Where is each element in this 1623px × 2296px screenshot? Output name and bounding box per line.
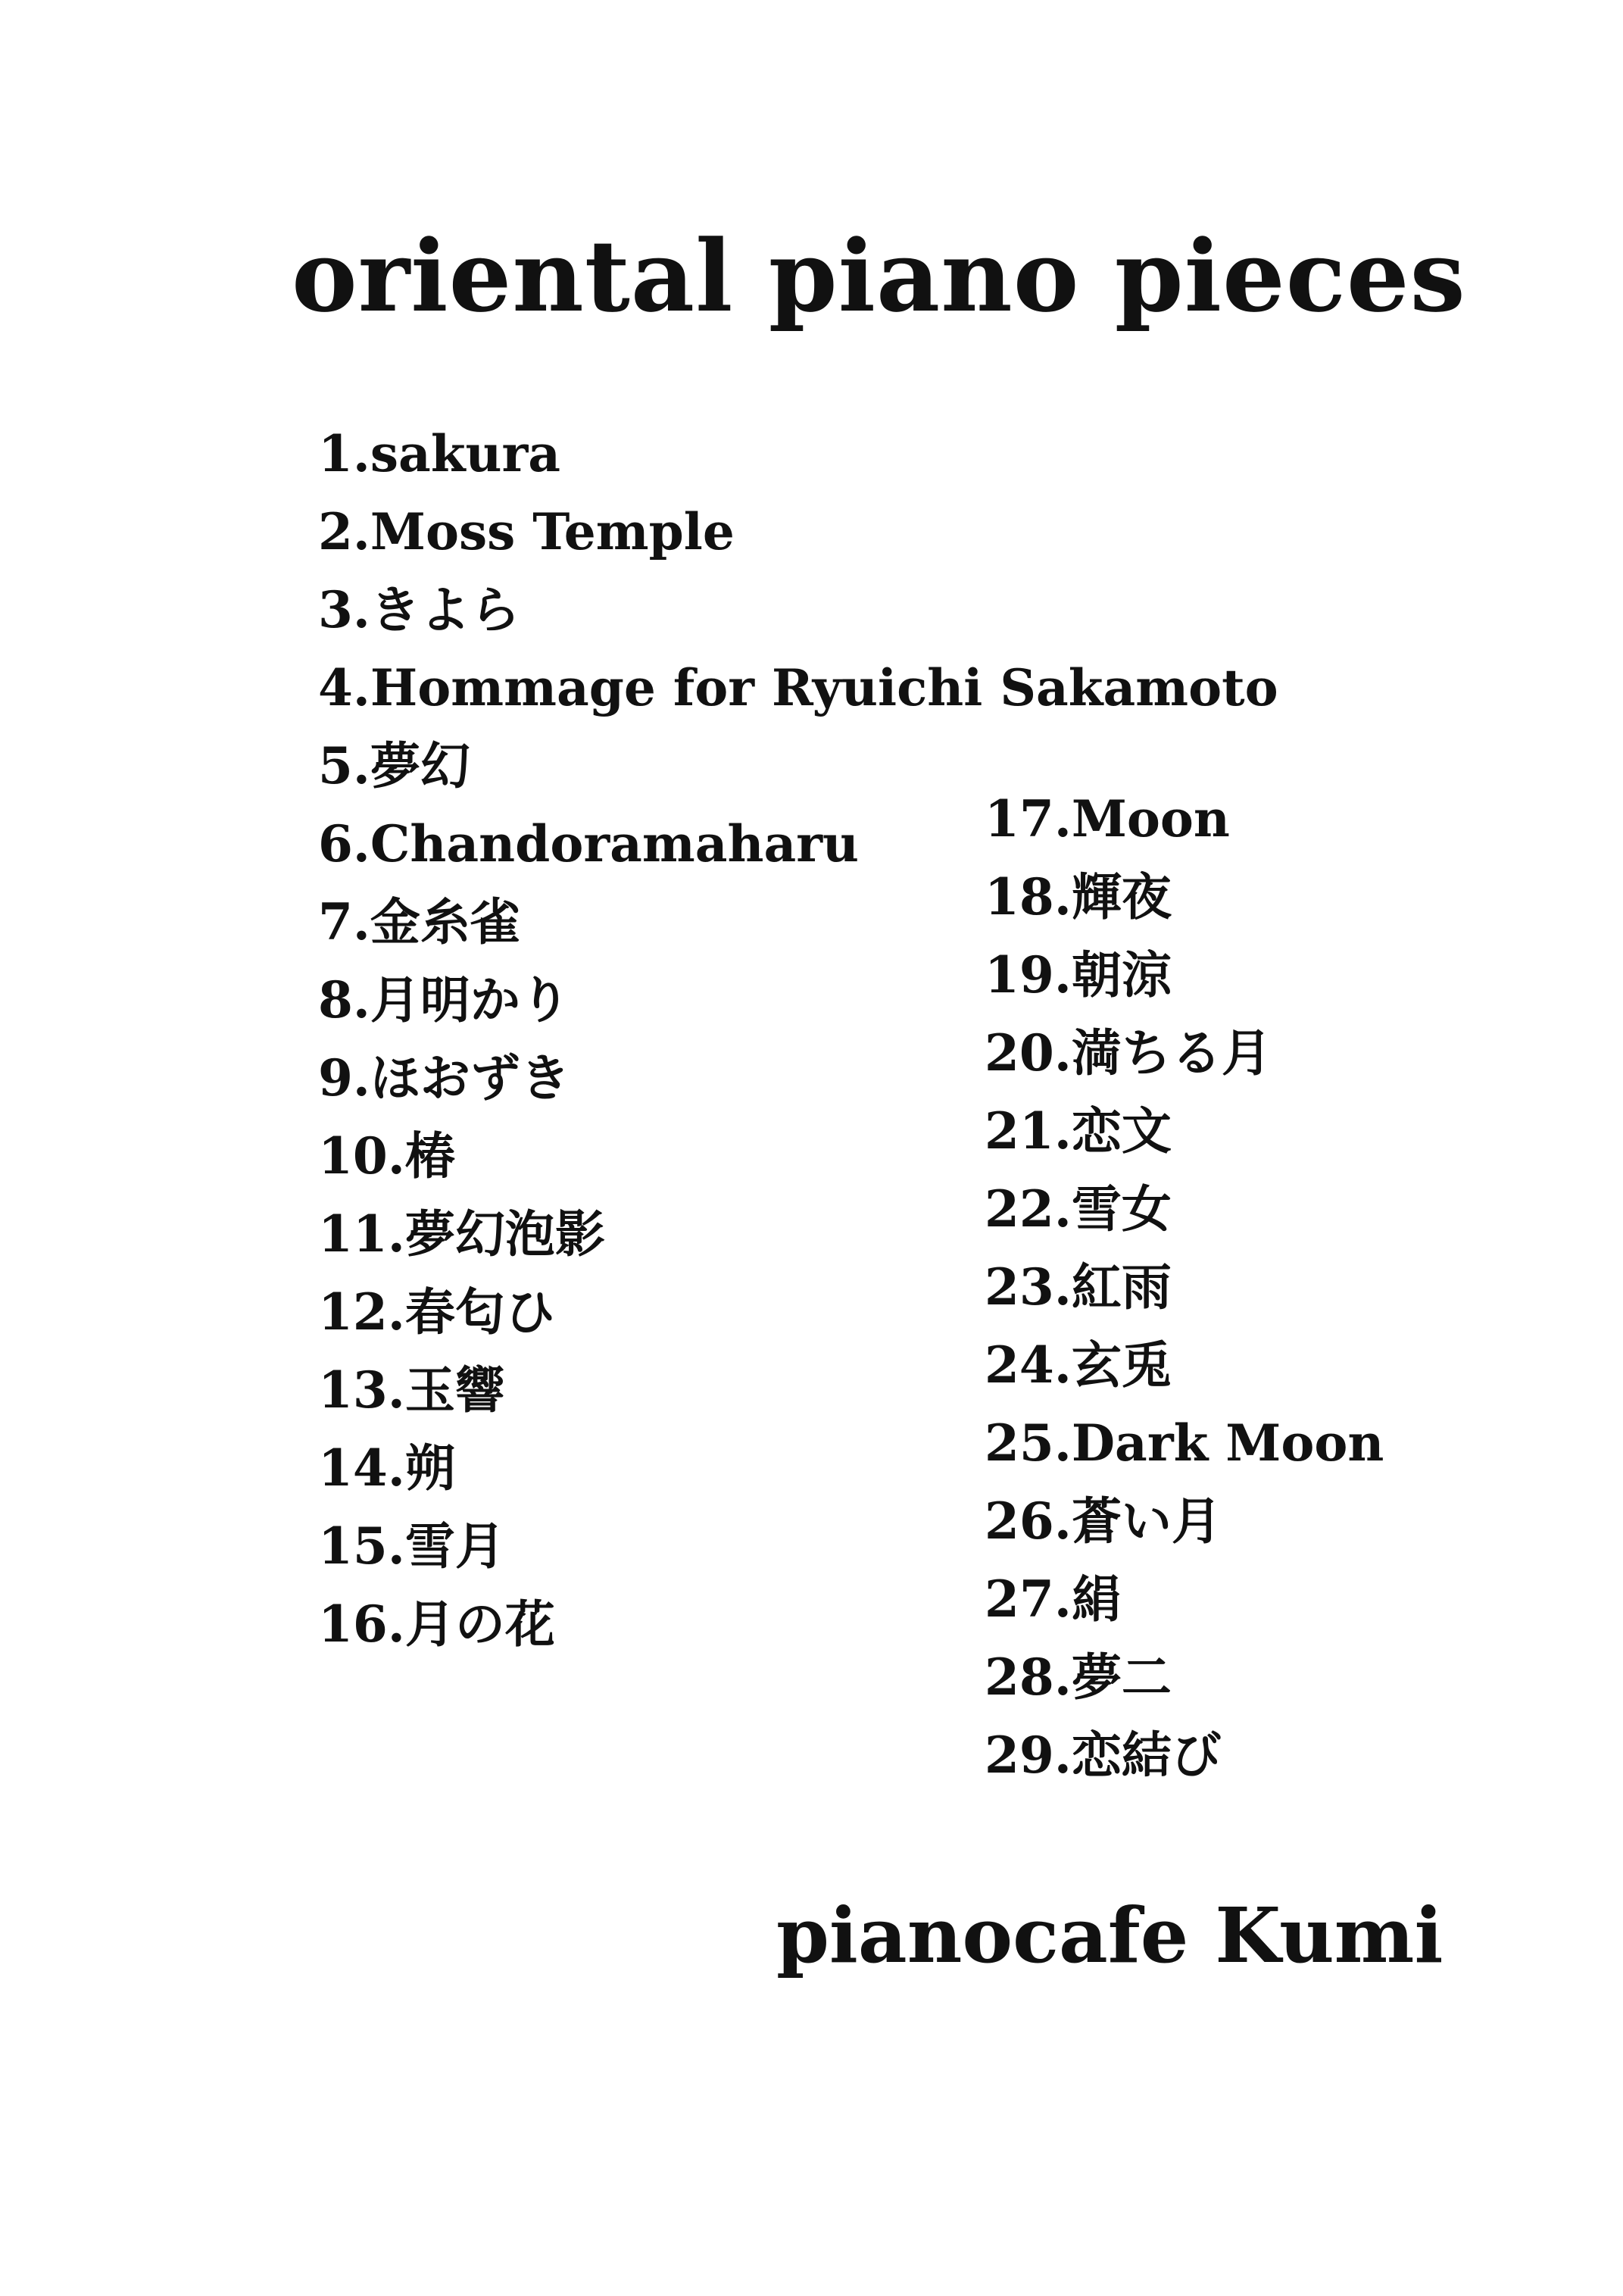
track-item: 20.満ちる月	[985, 1023, 1272, 1082]
track-item: 1.sakura	[318, 424, 561, 483]
track-item: 27.絹	[985, 1570, 1122, 1629]
document-title: oriental piano pieces	[292, 218, 1466, 334]
track-item: 8.月明かり	[318, 970, 570, 1029]
author-signature: pianocafe Kumi	[776, 1891, 1444, 1980]
tracklist-right-column	[985, 780, 1384, 1795]
track-item: 10.椿	[318, 1126, 455, 1185]
track-item: 17.Moon	[985, 789, 1230, 848]
track-item: 25.Dark Moon	[985, 1414, 1384, 1473]
track-item: 11.夢幻泡影	[318, 1204, 605, 1264]
track-item: 16.月の花	[318, 1595, 555, 1654]
track-item: 9.ほおずき	[318, 1048, 570, 1107]
track-item: 7.金糸雀	[318, 892, 520, 951]
track-item: 4.Hommage for Ryuichi Sakamoto	[318, 658, 1278, 717]
track-item: 21.恋文	[985, 1101, 1172, 1160]
track-item: 13.玉響	[318, 1360, 505, 1420]
track-item: 29.恋結び	[985, 1726, 1222, 1785]
track-item: 6.Chandoramaharu	[318, 814, 859, 873]
track-item: 14.朔	[318, 1439, 455, 1498]
track-item: 15.雪月	[318, 1517, 505, 1576]
track-item: 18.輝夜	[985, 867, 1172, 926]
track-item: 28.夢二	[985, 1648, 1172, 1707]
track-item: 26.蒼い月	[985, 1492, 1222, 1551]
track-item: 2.Moss Temple	[318, 502, 735, 561]
track-item: 23.紅雨	[985, 1257, 1172, 1317]
track-item: 19.朝涼	[985, 945, 1172, 1004]
track-item: 3.きよら	[318, 580, 520, 639]
track-item: 12.春匂ひ	[318, 1282, 555, 1342]
track-item: 24.玄兎	[985, 1335, 1172, 1395]
track-item: 22.雪女	[985, 1179, 1172, 1239]
track-item: 5.夢幻	[318, 736, 470, 795]
